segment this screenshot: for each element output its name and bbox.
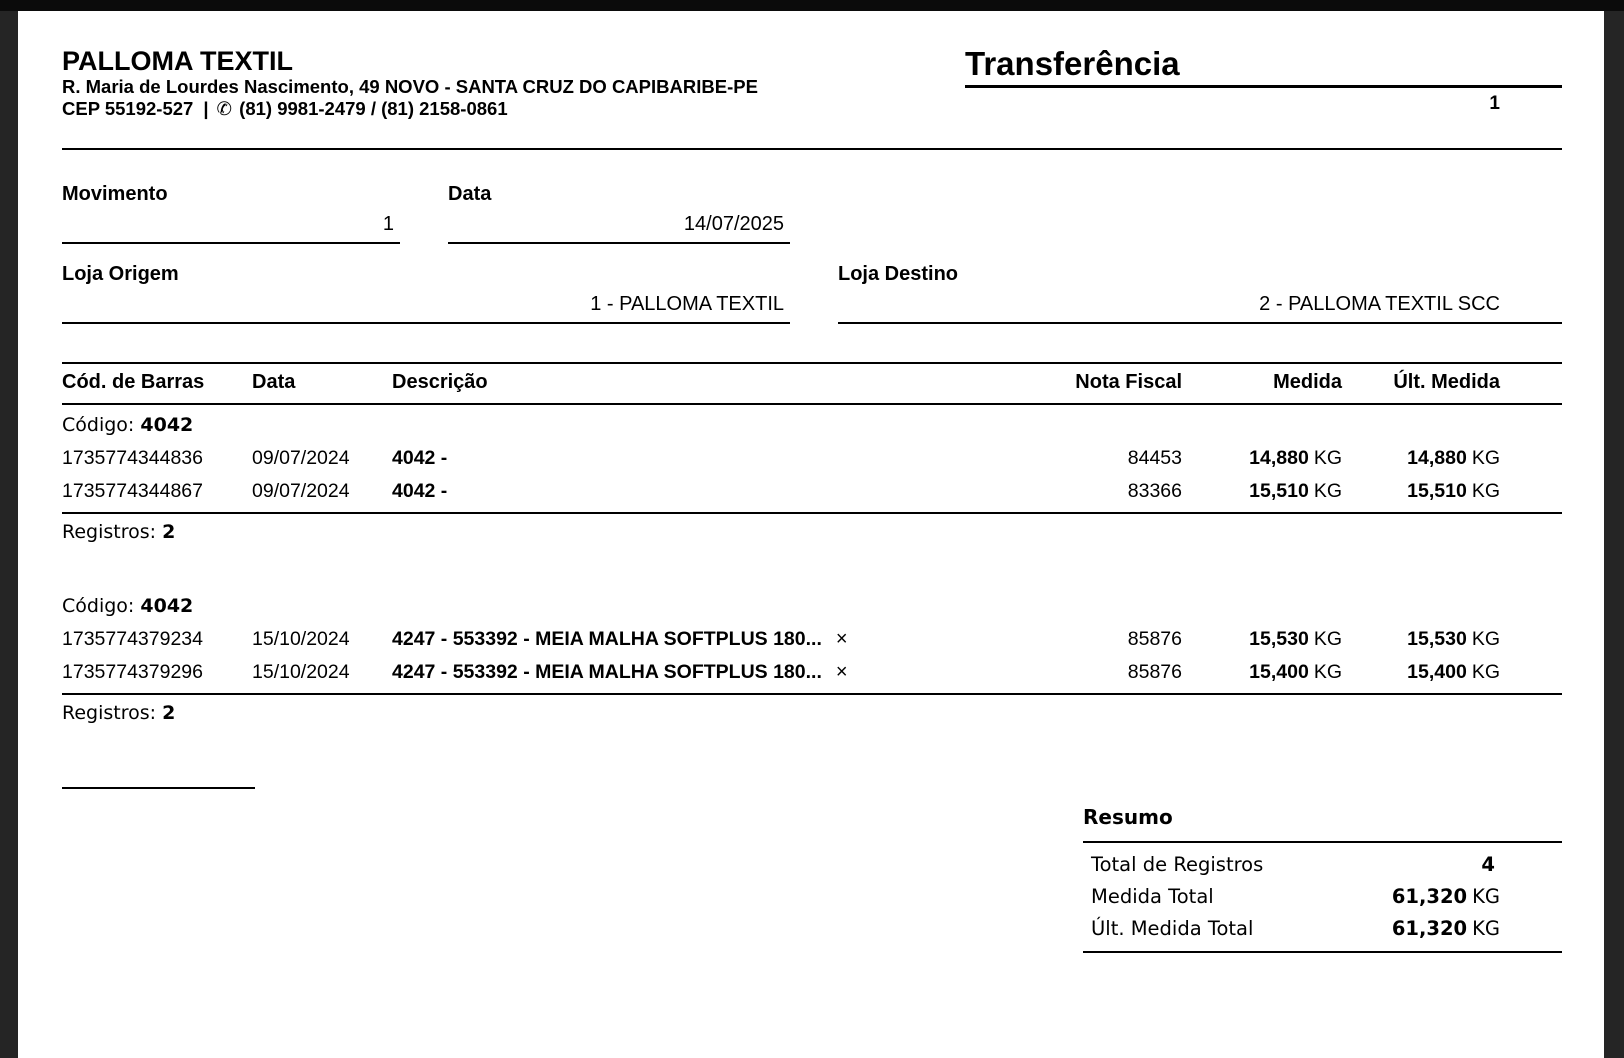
cell-barcode: 1735774379234	[62, 628, 203, 650]
cell-medida	[1182, 447, 1342, 470]
company-block	[62, 46, 965, 120]
description-text: 4042 -	[392, 447, 448, 469]
resumo-label: Total de Registros	[1091, 852, 1264, 876]
codigo-value: 4042	[140, 414, 194, 436]
company-phones: (81) 9981-2479 / (81) 2158-0861	[239, 98, 508, 119]
ult-medida-value: 15,510	[1407, 480, 1467, 502]
cell-date: 09/07/2024	[252, 447, 350, 469]
codigo-label: Código:	[62, 414, 135, 436]
medida-unit: KG	[1313, 628, 1342, 650]
ult-medida-value: 14,880	[1407, 447, 1467, 469]
movimento-label: Movimento	[62, 183, 168, 205]
resumo-value-unit: KG	[1472, 916, 1500, 940]
cell-nota-fiscal: 85876	[1127, 628, 1182, 650]
table-group	[62, 594, 1562, 725]
resumo-value-number: 61,320	[1391, 916, 1468, 940]
table-row	[62, 656, 1562, 689]
group-codigo-line	[62, 413, 1562, 437]
cell-date: 09/07/2024	[252, 480, 350, 502]
movimento-value: 1	[382, 213, 394, 235]
cell-description	[392, 628, 1022, 651]
cell-medida	[1182, 661, 1342, 684]
loja-origem-value: 1 - PALLOMA TEXTIL	[590, 293, 784, 315]
description-text: 4247 - 553392 - MEIA MALHA SOFTPLUS 180...	[392, 661, 822, 683]
table-row	[62, 623, 1562, 656]
col-header-descricao: Descrição	[392, 371, 488, 393]
resumo-section	[1083, 805, 1562, 953]
resumo-title: Resumo	[1083, 805, 1173, 829]
cell-description	[392, 447, 1022, 470]
medida-value: 15,530	[1249, 628, 1309, 650]
registros-label: Registros:	[62, 702, 157, 724]
codigo-value: 4042	[140, 595, 194, 617]
table-row	[62, 475, 1562, 508]
group-registros-line	[62, 701, 1562, 725]
cell-ult-medida	[1342, 447, 1500, 470]
title-block	[965, 46, 1562, 115]
cell-ult-medida	[1342, 661, 1500, 684]
resumo-row	[1083, 880, 1562, 912]
ult-medida-unit: KG	[1471, 661, 1500, 683]
company-cep: CEP 55192-527	[62, 98, 194, 119]
medida-unit: KG	[1313, 480, 1342, 502]
group-registros-line	[62, 520, 1562, 544]
cell-nota-fiscal: 84453	[1127, 447, 1182, 469]
ult-medida-value: 15,400	[1407, 661, 1467, 683]
cell-description	[392, 480, 1022, 503]
ult-medida-unit: KG	[1471, 480, 1500, 502]
medida-value: 15,510	[1249, 480, 1309, 502]
cell-nota-fiscal: 85876	[1127, 661, 1182, 683]
resumo-value-unit: KG	[1472, 884, 1500, 908]
ult-medida-unit: KG	[1471, 447, 1500, 469]
resumo-value	[1392, 917, 1500, 940]
resumo-label: Medida Total	[1091, 884, 1214, 908]
table-group	[62, 413, 1562, 544]
cell-ult-medida	[1342, 628, 1500, 651]
delete-marker: ×	[835, 628, 848, 650]
field-loja-origem	[62, 262, 790, 324]
group-divider	[62, 512, 1562, 514]
document-header	[62, 46, 1562, 120]
header-divider	[62, 148, 1562, 150]
resumo-value	[1392, 885, 1500, 908]
group-divider	[62, 693, 1562, 695]
cell-medida	[1182, 480, 1342, 503]
cell-description	[392, 661, 1022, 684]
company-name: PALLOMA TEXTIL	[62, 46, 293, 76]
description-text: 4247 - 553392 - MEIA MALHA SOFTPLUS 180...	[392, 628, 822, 650]
group-codigo-line	[62, 594, 1562, 618]
col-header-cod-barras: Cód. de Barras	[62, 371, 205, 393]
cell-medida	[1182, 628, 1342, 651]
delete-marker: ×	[835, 661, 848, 683]
medida-unit: KG	[1313, 661, 1342, 683]
data-value: 14/07/2025	[683, 213, 784, 235]
col-header-data: Data	[252, 371, 296, 393]
field-loja-destino	[838, 262, 1562, 324]
loja-origem-label: Loja Origem	[62, 263, 179, 285]
medida-value: 15,400	[1249, 661, 1309, 683]
ult-medida-unit: KG	[1471, 628, 1500, 650]
fields-row-lojas	[62, 262, 1562, 324]
company-address: R. Maria de Lourdes Nascimento, 49 NOVO - SANTA CRUZ DO CAPIBARIBE-PE	[62, 76, 758, 97]
col-header-nota-fiscal: Nota Fiscal	[1075, 371, 1182, 393]
company-contact-line	[62, 98, 965, 120]
loja-destino-value: 2 - PALLOMA TEXTIL SCC	[1259, 293, 1500, 315]
table-row	[62, 442, 1562, 475]
separator-pipe: |	[203, 98, 209, 119]
document-page	[18, 11, 1604, 1058]
registros-label: Registros:	[62, 521, 157, 543]
cell-nota-fiscal: 83366	[1127, 480, 1182, 502]
items-table	[62, 362, 1562, 725]
data-label: Data	[448, 183, 492, 205]
field-movimento	[62, 182, 400, 244]
cell-date: 15/10/2024	[252, 628, 350, 650]
resumo-row	[1083, 848, 1562, 880]
col-header-ult-medida: Últ. Medida	[1393, 371, 1500, 393]
group-spacer	[62, 544, 1562, 586]
page-number: 1	[1489, 93, 1500, 114]
cell-ult-medida	[1342, 480, 1500, 503]
table-header-row	[62, 362, 1562, 405]
phone-icon: ✆	[216, 98, 233, 119]
resumo-row	[1083, 912, 1562, 944]
registros-value: 2	[162, 702, 176, 724]
resumo-value-number: 4	[1481, 852, 1495, 876]
medida-unit: KG	[1313, 447, 1342, 469]
cell-barcode: 1735774344836	[62, 447, 203, 469]
document-title: Transferência	[965, 46, 1562, 88]
cell-barcode: 1735774344867	[62, 480, 203, 502]
resumo-value	[1481, 853, 1500, 876]
ult-medida-value: 15,530	[1407, 628, 1467, 650]
cell-date: 15/10/2024	[252, 661, 350, 683]
codigo-label: Código:	[62, 595, 135, 617]
signature-line	[62, 787, 255, 789]
viewer-top-bar	[0, 0, 1624, 11]
registros-value: 2	[162, 521, 176, 543]
fields-row-movimento-data	[62, 182, 1562, 244]
document-content	[18, 11, 1604, 953]
description-text: 4042 -	[392, 480, 448, 502]
loja-destino-label: Loja Destino	[838, 263, 959, 285]
cell-barcode: 1735774379296	[62, 661, 203, 683]
medida-value: 14,880	[1249, 447, 1309, 469]
resumo-value-number: 61,320	[1391, 884, 1468, 908]
col-header-medida: Medida	[1273, 371, 1342, 393]
resumo-box	[1083, 841, 1562, 953]
field-data	[448, 182, 790, 244]
resumo-label: Últ. Medida Total	[1091, 916, 1254, 940]
